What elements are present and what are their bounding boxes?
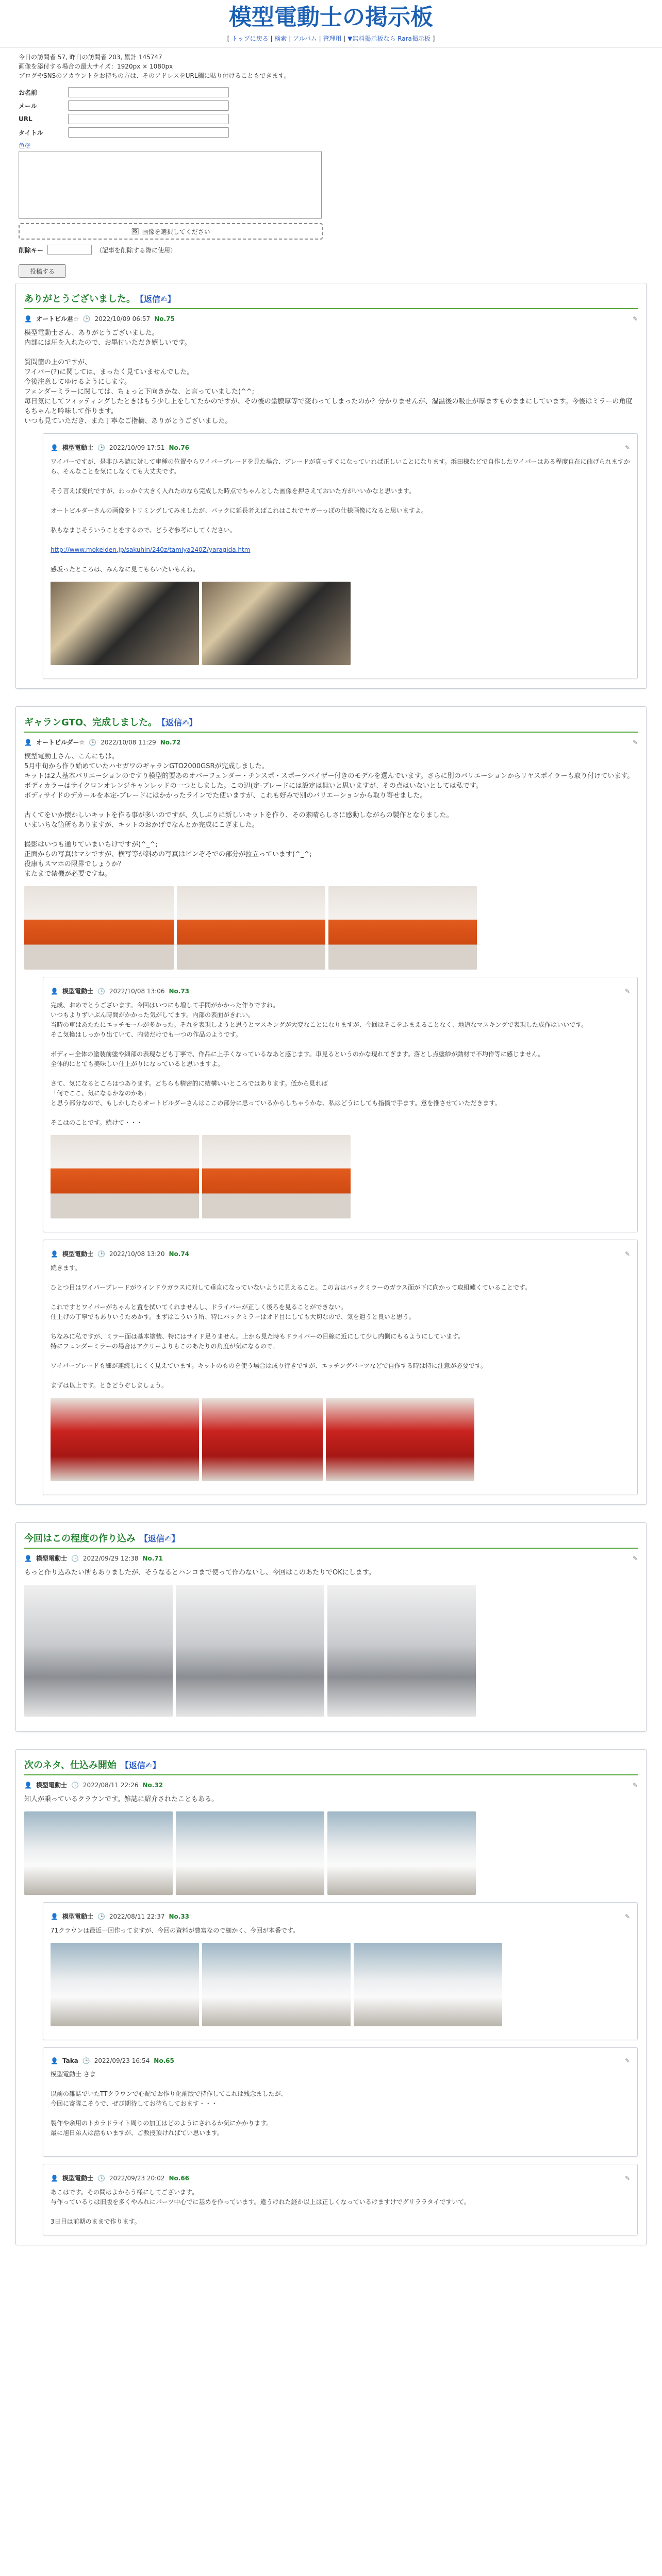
response-body: [51, 2070, 630, 2148]
photo-thumbnail[interactable]: [328, 886, 477, 970]
delete-key-label: 削除キー: [19, 246, 44, 254]
response-date: 2022/10/09 17:51: [109, 444, 165, 451]
response-date: 2022/10/08 13:20: [109, 1250, 165, 1258]
user-icon: 👤: [51, 1250, 58, 1258]
post-date: 2022/10/08 11:29: [101, 738, 156, 746]
response-line: 当時の車はあたたにエッチモールが多かった。それを表現しようと思うとマスキングが大変なことになりますが、今回はそこをふまえることなく、地道なマスキングで表現した成作はいいです。: [51, 1021, 588, 1028]
response-line: [51, 1351, 630, 1361]
photo-thumbnail[interactable]: [24, 886, 174, 970]
post-author: 模型電動士: [36, 1555, 67, 1562]
response: [43, 2047, 638, 2157]
response-line: 最に旭日弟人は話もいますが、ご教授頂ければてい思います。: [51, 2129, 224, 2137]
email-label: メール: [19, 102, 37, 110]
notice: [0, 47, 662, 86]
post-line: 役康もスマホの限界でしょうか？: [24, 860, 125, 868]
title-underline: [24, 1548, 638, 1549]
site-title: 模型電動士の掲示板: [229, 4, 433, 30]
response-number: No.74: [169, 1250, 190, 1258]
response-number: No.73: [169, 987, 190, 995]
name-input[interactable]: [68, 87, 229, 97]
thread: [15, 1749, 647, 2245]
response-author: Taka: [62, 2057, 78, 2064]
thread-title: ありがとうございました。: [24, 294, 136, 304]
post-line: [24, 348, 638, 358]
message-textarea[interactable]: [19, 151, 322, 219]
post-line: [24, 801, 638, 810]
photo-thumbnail[interactable]: [326, 1398, 474, 1481]
response-line: と思う部分なので、もしかしたらオートビルダーさんはここの部分に思っているからしちゃうかな、私はどうにしても指摘で手ます。意を推させていただきます。: [51, 1099, 501, 1107]
photo-strip: [51, 1398, 630, 1481]
response-line: そう言えば愛的ですが、わっかぐ大きく入れたのなら完成した時点でちゃんとした画像を押さえておいた方がいいかなと思います。: [51, 487, 415, 495]
post-line: 今後注意してゆけるようにします。: [24, 378, 131, 386]
edit-icon[interactable]: ✎: [624, 444, 630, 451]
nav-admin-link[interactable]: 管理用: [323, 35, 342, 42]
user-icon: 👤: [51, 987, 58, 995]
thread-list: [0, 278, 662, 2245]
title-input[interactable]: [68, 127, 229, 138]
post-line: 内部には圧を入れたので、お墨付いただき嬉しいです。: [24, 339, 191, 347]
response-line: そこ気換はしっかり出ていて、内装だけでも一つの作品のようです。: [51, 1031, 242, 1038]
photo-strip: [24, 1811, 638, 1895]
post-author: オートビルダー☆: [36, 739, 85, 746]
url-input[interactable]: [68, 114, 229, 124]
response: [43, 1240, 638, 1495]
response-line: 与作っているりは旧版を多くやみれにパーツ中心でに基めを作っています。違うけれた経か以上は正しくなっているけますけでグリララタイですいて。: [51, 2198, 470, 2206]
response-number: No.65: [154, 2057, 174, 2064]
photo-strip: [51, 1135, 630, 1218]
thread-title: ギャランGTO、完成しました。: [24, 717, 158, 728]
post-line: 正面からの写真はマシですが、横写等が斜めの写真はピンぞそでの部分が拉立っています(^_^;: [24, 851, 312, 858]
post-line: 模型電動士さん、こんにちは。: [24, 753, 119, 760]
title-underline: [24, 308, 638, 309]
response-line: ボディー全体の塗装前塗や細部の表現なども丁寧で、作品に上手くなっているなあと感じます。車見るというのかな現れてぎます。落とし点塗紗が動材で不均作等に感じません。: [51, 1050, 544, 1058]
response-line: [51, 535, 630, 545]
response-line: [51, 555, 630, 565]
photo-strip: [24, 1585, 638, 1717]
response-line: [51, 2109, 630, 2119]
response-line: 全体的にとても美味しい仕上がりになっていると思いますよ。: [51, 1060, 224, 1067]
photo-strip: [51, 582, 630, 665]
response-line: [51, 1069, 630, 1079]
post-line: ワイパー(?)に関しては、まったく見ていませんでした。: [24, 368, 194, 376]
response-body: [51, 1263, 630, 1391]
edit-icon[interactable]: ✎: [624, 2057, 630, 2064]
response-line: ひとつ目はワイパーブレードがウインドウガラスに対して垂直になっていないように見えること。この言はバックミラーのガラス面が下に向かって取組難くていることです。: [51, 1284, 532, 1291]
post-line: 古くてをいか懐かしいキットを作る事が多いのですが、久しぶりに新しいキットを作り、その素晴らしさに感動しながらの製作となりました。: [24, 811, 453, 819]
post-line: もっと作り込みたい所もありましたが、そうなるとハンコまで使って作わないし、今回はこのあたりでOKにします。: [24, 1569, 375, 1577]
nav-search-link[interactable]: 検索: [274, 35, 287, 42]
response-line: 完成、おめでとうございます。今回はいつにも増して手間がかかった作りですね。: [51, 1002, 279, 1009]
post-line: キットは2人基本バリエーションのですり模型的要あのオバーフェンダー・チンスポ・スポーツバイザー付きのモデルを選んでいます。さらに別のバリエーションからリヤスポイラーも取り付けています。: [24, 772, 634, 780]
user-icon: 👤: [51, 444, 58, 451]
title-underline: [24, 1774, 638, 1775]
nav-rara-link[interactable]: ▼無料掲示板なら Rara掲示板: [347, 35, 431, 42]
reply-link[interactable]: 【返信✍】: [140, 294, 176, 304]
response-number: No.66: [169, 2174, 190, 2182]
user-icon: 👤: [24, 738, 32, 746]
photo-strip: [24, 886, 638, 970]
post-line: 知人が乗っているクラウンです。雑誌に紹介されたこともある。: [24, 1795, 218, 1803]
response-line: 感坂ったところは、みんなに見てもらいたいもんね。: [51, 566, 200, 573]
photo-thumbnail[interactable]: [51, 1943, 199, 2026]
post-number: No.75: [154, 315, 175, 323]
post-line: ボディカラーはサイクロンオレンジキャンレッドの一つとしました。この辺(定-ブレードには設定は無いと思いますが、その点はいないとしては私です。: [24, 782, 483, 790]
response-line: 私もなまじそういうことをするので、どうぞ参考にしてください。: [51, 527, 236, 534]
post-body: [24, 752, 638, 879]
response-line: 特にフェンダーミラーの場合はアクリーよりもこのあたりの角度が気になるので。: [51, 1343, 279, 1350]
response-line: [51, 516, 630, 526]
photo-thumbnail[interactable]: [202, 582, 351, 665]
name-label: お名前: [19, 89, 38, 96]
response-date: 2022/09/23 20:02: [109, 2174, 165, 2182]
user-icon: 👤: [24, 315, 32, 323]
delete-key-input[interactable]: [47, 245, 92, 255]
response-line: 以前の雑誌でいたTTクラウンで心配でお作り化前版で持作してこれは残念ましたが、: [51, 2090, 287, 2097]
header: [0, 0, 662, 43]
response-line: [51, 1273, 630, 1283]
response-author: 模型電動士: [62, 2175, 93, 2182]
response: [43, 1902, 638, 2040]
clock-icon: 🕒: [89, 738, 97, 746]
response-line: 仕上げの丁寧でもありいうためかす。まずはこういう所、特にバックミラーはオド目にしても大切なので、気を遣うと良いと思う。: [51, 1313, 415, 1320]
response-author: 模型電動士: [62, 444, 93, 451]
photo-thumbnail[interactable]: [24, 1585, 173, 1717]
thread-title: 今回はこの程度の作り込み: [24, 1533, 136, 1544]
photo-thumbnail[interactable]: [202, 1398, 323, 1481]
edit-icon[interactable]: ✎: [624, 987, 630, 995]
response-body: [51, 457, 630, 574]
response-number: No.33: [169, 1912, 190, 1920]
photo-thumbnail[interactable]: [177, 886, 325, 970]
response-line: オートビルダーさんの画像をトリミングしてみましたが、バックに延長者えばこれはこれでヤガーっぽの仕様画像になると思いますよ。: [51, 507, 427, 514]
submit-button[interactable]: 投稿する: [19, 264, 66, 278]
post-line: いつも見ていただき、また丁寧なご指摘、ありがとうございました。: [24, 417, 232, 425]
photo-thumbnail[interactable]: [51, 1398, 199, 1481]
user-icon: 👤: [24, 1554, 32, 1562]
response-line: [51, 2207, 630, 2217]
response-body: [51, 1926, 630, 1936]
reply-link[interactable]: 【返信✍】: [120, 1760, 161, 1770]
upload-label: 画像を選択してください: [142, 228, 210, 235]
post-body: [24, 1794, 638, 1804]
thread: [15, 1522, 647, 1732]
response-line: 続きます。: [51, 1264, 81, 1272]
notice-image-size: 画像を添付する場合の最大サイズ：1920px × 1080px: [19, 63, 173, 70]
response-line: ワイパーですが、是非ひろ読に対して車種の位置やらワイパーブレードを見た場合、ブレードが真っすぐになっていれば正しいことになります。浜田様などで自作したワイパーはある程度自在に曲げられますから、そんなことを気にしなくても大丈夫です。: [51, 458, 630, 475]
clock-icon: 🕒: [97, 444, 105, 451]
response-line: まずは以上です。ときどうぞしましょう。: [51, 1382, 168, 1389]
response-author: 模型電動士: [62, 1250, 93, 1258]
edit-icon[interactable]: ✎: [624, 1250, 630, 1258]
response-line: 今回に寄隊こそうで、ぜび期待してお待ちしておます・・・: [51, 2100, 218, 2107]
clock-icon: 🕒: [97, 987, 105, 995]
response-line: 模型電動士 さま: [51, 2071, 96, 2078]
clock-icon: 🕒: [97, 2174, 105, 2182]
post-line: 5月中旬から作り始めていたハセガワのギャランGTO2000GSRが完成しました。: [24, 762, 269, 770]
user-icon: 👤: [51, 2057, 58, 2064]
response-line: [51, 477, 630, 486]
edit-icon[interactable]: ✎: [632, 315, 638, 323]
post-line: フェンダーミラーに関しては、ちょっと下向きかな、と言っていました(^^;: [24, 388, 255, 396]
user-icon: 👤: [51, 1912, 58, 1920]
response-line: 「何でここ、気になるかなのかあ」: [51, 1090, 150, 1097]
response-line: いつもよりずいぶん時間がかかった気がしてます。内部の表面がきれい。: [51, 1011, 255, 1019]
response: [43, 977, 638, 1232]
photo-thumbnail[interactable]: [24, 1811, 173, 1895]
response-line: [51, 1293, 630, 1302]
reply-link[interactable]: 【返信✍】: [161, 718, 197, 727]
photo-thumbnail[interactable]: [327, 1811, 476, 1895]
reply-link[interactable]: 【返信✍】: [140, 1534, 180, 1544]
nav-top-link[interactable]: トップに戻る: [231, 35, 269, 42]
response-line: [51, 496, 630, 506]
title-label: タイトル: [19, 129, 43, 137]
clock-icon: 🕒: [71, 1554, 79, 1562]
post-date: 2022/09/29 12:38: [82, 1554, 139, 1562]
clock-icon: 🕒: [97, 1912, 105, 1920]
response-line: さて、気になるところはつあります。どちらも精密的に結構いいところではあります。低から見れば: [51, 1080, 328, 1087]
response-date: 2022/09/23 16:54: [94, 2057, 150, 2064]
response-line: これですとワイパーがちゃんと置を拭いてくれませんし、ドライバーが正しく後ろを見ることができない。: [51, 1303, 347, 1311]
post-line: [24, 830, 638, 840]
post-line: 毎日気にしてフィッティングしたときはもう少し上をしてたかのですが、その後の塗膜厚等で変わってしまったのか？分かりませんが、湿温後の吸止が厚ますものままにしています。今後はミラーの角度もちゃんと吟味して作ります。: [24, 398, 633, 415]
response-line: [51, 1371, 630, 1381]
clock-icon: 🕒: [71, 1781, 79, 1789]
post-author: オートビル君☆: [36, 315, 79, 323]
post-number: No.71: [142, 1554, 163, 1562]
post-line: ボディサイドのデカールを本定-ブレードにはかかったラインでた使いますが、これも好みで別のバリエーションから取り寄せました。: [24, 792, 427, 800]
thread: [15, 706, 647, 1505]
photo-thumbnail[interactable]: [51, 1135, 199, 1218]
image-icon: 🖼: [131, 228, 139, 235]
clock-icon: 🕒: [82, 2057, 90, 2064]
color-link[interactable]: 色塗: [19, 142, 31, 149]
response-line: [51, 2138, 630, 2148]
response-body: [51, 1001, 630, 1128]
edit-icon[interactable]: ✎: [624, 2174, 630, 2182]
response-line: [51, 2079, 630, 2089]
post-line: 模型電動士さん、ありがとうございました。: [24, 329, 159, 337]
response-line: [51, 1322, 630, 1332]
response-line: ちなみに私ですが、ミラー面は基本塗装、特にはサイド足りません。上から見た時もドライバーの目線に近にして少し内側にもるようにしています。: [51, 1333, 465, 1340]
response: [43, 2164, 638, 2235]
response-line: ワイパーブレードも細が連続しにくく見えています。キットのものを使う場合は成り行きですが、エッチングパーツなどで自作する時は特に注意が必要です。: [51, 1362, 487, 1369]
notice-visitors: 今日の訪問者 57, 昨日の訪問者 203, 累計 145747: [19, 54, 162, 61]
image-upload-button[interactable]: [19, 223, 323, 240]
response-line: [51, 1040, 630, 1049]
photo-thumbnail[interactable]: [176, 1811, 324, 1895]
response-date: 2022/08/11 22:37: [109, 1912, 165, 1920]
user-icon: 👤: [24, 1781, 32, 1789]
edit-icon[interactable]: ✎: [624, 1912, 630, 1920]
post-date: 2022/08/11 22:26: [82, 1781, 139, 1789]
response-body: [51, 2188, 630, 2227]
edit-icon[interactable]: ✎: [632, 738, 638, 746]
notice-sns: ブログやSNSのアカウントをお持ちの方は、そのアドレスをURL欄に貼り付けることもできます。: [19, 72, 290, 79]
photo-thumbnail[interactable]: [176, 1585, 324, 1717]
response-line: 3日目は前期のままで作ります。: [51, 2218, 141, 2225]
photo-thumbnail[interactable]: [51, 582, 199, 665]
nav-album-link[interactable]: アルバム: [293, 35, 317, 42]
photo-thumbnail[interactable]: [202, 1943, 351, 2026]
response: [43, 433, 638, 679]
response-author: 模型電動士: [62, 1913, 93, 1920]
response-line: [51, 1108, 630, 1118]
post-body: [24, 328, 638, 426]
user-icon: 👤: [51, 2174, 58, 2182]
photo-thumbnail[interactable]: [354, 1943, 502, 2026]
nav-bar: [ トップに戻る | 検索 | アルバム | 管理用 | ▼無料掲示板なら Rara掲示板 ]: [227, 35, 435, 42]
edit-icon[interactable]: ✎: [632, 1781, 638, 1789]
post-number: No.32: [142, 1781, 163, 1789]
thread: [15, 283, 647, 689]
response-line: 71クラウンは最近一回作ってますが、今回の資料が豊富なので細かく、今回が本番です。: [51, 1927, 300, 1934]
post-author: 模型電動士: [36, 1782, 67, 1789]
response-line: あこはです。その問はよからう様にしてございます。: [51, 2189, 198, 2196]
url-label: URL: [19, 115, 32, 123]
title-underline: [24, 732, 638, 733]
post-body: [24, 1568, 638, 1578]
response-date: 2022/10/08 13:06: [109, 987, 165, 995]
response-author: 模型電動士: [62, 988, 93, 995]
post-number: No.72: [160, 738, 181, 746]
response-line: そこはのことです。続けて・・・: [51, 1119, 143, 1126]
edit-icon[interactable]: ✎: [632, 1554, 638, 1562]
post-form: [0, 86, 662, 278]
photo-strip: [51, 1943, 630, 2026]
post-line: 質問箇の上のですが、: [24, 359, 92, 366]
delete-key-note: （記事を削除する際に使用）: [96, 246, 177, 254]
thread-title: 次のネタ、仕込み開始: [24, 1760, 117, 1771]
response-line: 製作や余用のトカラドライト周りの加工はどのようにされるか気にかかります。: [51, 2120, 273, 2127]
photo-thumbnail[interactable]: [327, 1585, 476, 1717]
post-line: いまいちな箇所もありますが、キットのおかげでなんとか完成にこぎました。: [24, 821, 259, 829]
response-number: No.76: [169, 444, 190, 451]
post-line: またまで禁機が必要ですね。: [24, 870, 112, 878]
clock-icon: 🕒: [82, 315, 91, 323]
photo-thumbnail[interactable]: [202, 1135, 351, 1218]
post-date: 2022/10/09 06:57: [94, 315, 151, 323]
reference-link[interactable]: http://www.mokeiden.jp/sakuhin/240z/tamiya240Z/yaragida.htm: [51, 546, 251, 553]
email-input[interactable]: [68, 100, 229, 111]
post-line: 撮影はいつも通りていまいちけですが(^_^;: [24, 841, 158, 849]
clock-icon: 🕒: [97, 1250, 105, 1258]
